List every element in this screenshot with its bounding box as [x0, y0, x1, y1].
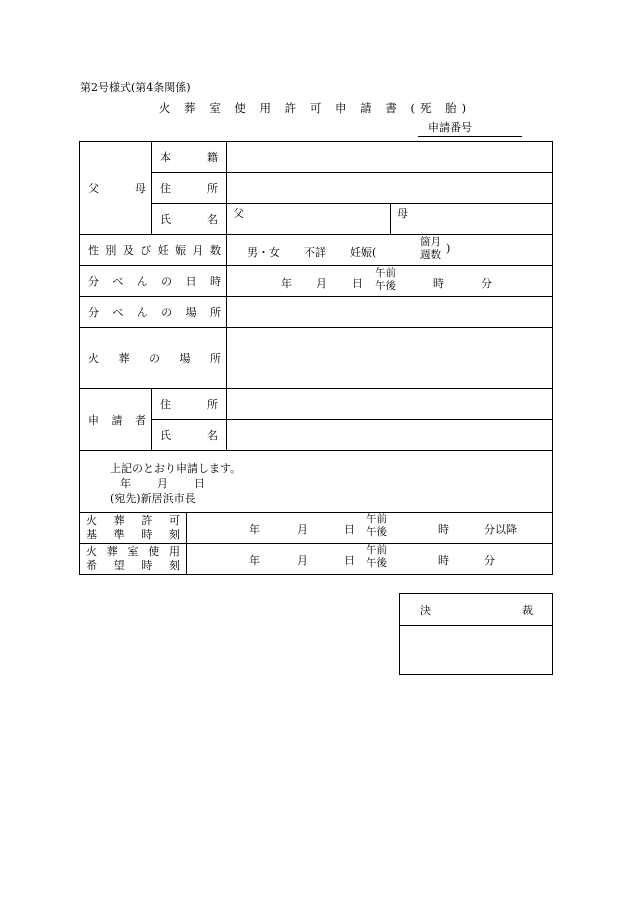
delivery-place-field[interactable] — [227, 298, 552, 327]
desired-time-label: 火 葬 室 使 用 希 望 時 刻 — [86, 545, 180, 572]
application-number-field[interactable]: 申請番号 — [418, 119, 522, 137]
parents-name-label: 氏 名 — [160, 213, 218, 226]
declaration-year[interactable]: 年 — [120, 477, 131, 490]
permit-day[interactable]: 日 — [344, 523, 355, 536]
delivery-minute[interactable]: 分 — [481, 277, 492, 290]
decision-label: 決 裁 — [420, 603, 533, 617]
mother-name-field[interactable]: 母 — [397, 207, 408, 220]
decision-stamp-area[interactable] — [401, 627, 552, 673]
cremation-place-field[interactable] — [227, 329, 552, 388]
sex-options[interactable]: 男・女 — [247, 246, 280, 259]
domicile-label: 本 籍 — [160, 151, 218, 164]
permit-ampm[interactable]: 午前 午後 — [366, 513, 387, 538]
form-title: 火 葬 室 使 用 許 可 申 請 書 (死 胎) — [158, 101, 472, 115]
pregnancy-prefix: 妊娠( — [350, 246, 377, 259]
delivery-ampm[interactable]: 午前 午後 — [375, 267, 396, 292]
sex-unknown-option[interactable]: 不詳 — [304, 246, 326, 259]
sex-and-gestation-label: 性 別 及 び 妊 娠 月 数 — [88, 244, 221, 257]
applicant-address-field[interactable] — [227, 390, 552, 419]
applicant-name-label: 氏 名 — [160, 429, 218, 442]
permit-year[interactable]: 年 — [249, 523, 260, 536]
desired-minute[interactable]: 分 — [484, 554, 495, 567]
form-number: 第2号様式(第4条関係) — [80, 81, 191, 94]
delivery-hour[interactable]: 時 — [433, 277, 444, 290]
parents-address-field[interactable] — [227, 174, 552, 203]
permit-minute-after[interactable]: 分以降 — [484, 523, 517, 536]
permit-hour[interactable]: 時 — [438, 523, 449, 536]
delivery-place-label: 分 べ ん の 場 所 — [88, 306, 221, 319]
delivery-year[interactable]: 年 — [281, 277, 292, 290]
desired-day[interactable]: 日 — [344, 554, 355, 567]
parents-label: 父 母 — [88, 182, 146, 195]
permit-time-label: 火 葬 許 可 基 準 時 刻 — [86, 514, 180, 541]
parents-address-label: 住 所 — [160, 182, 218, 195]
gestation-units: 箇月 週数 — [420, 236, 441, 261]
delivery-month[interactable]: 月 — [316, 277, 327, 290]
declaration-day[interactable]: 日 — [194, 477, 205, 490]
desired-month[interactable]: 月 — [297, 554, 308, 567]
father-name-field[interactable]: 父 — [233, 207, 244, 220]
application-form-table — [79, 141, 553, 575]
desired-year[interactable]: 年 — [249, 554, 260, 567]
declaration-month[interactable]: 月 — [157, 477, 168, 490]
applicant-name-field[interactable] — [227, 421, 552, 450]
desired-hour[interactable]: 時 — [438, 554, 449, 567]
delivery-day[interactable]: 日 — [352, 277, 363, 290]
domicile-field[interactable] — [227, 143, 552, 172]
desired-ampm[interactable]: 午前 午後 — [366, 544, 387, 569]
delivery-datetime-label: 分 べ ん の 日 時 — [88, 275, 221, 288]
applicant-label: 申 請 者 — [88, 413, 146, 427]
decision-box — [399, 593, 553, 675]
applicant-address-label: 住 所 — [160, 398, 218, 411]
cremation-place-label: 火 葬 の 場 所 — [88, 352, 221, 365]
declaration-statement: 上記のとおり申請します。 — [110, 462, 242, 475]
permit-month[interactable]: 月 — [297, 523, 308, 536]
pregnancy-close-paren: ) — [446, 242, 451, 255]
declaration-addressee: (宛先)新居浜市長 — [110, 492, 196, 505]
